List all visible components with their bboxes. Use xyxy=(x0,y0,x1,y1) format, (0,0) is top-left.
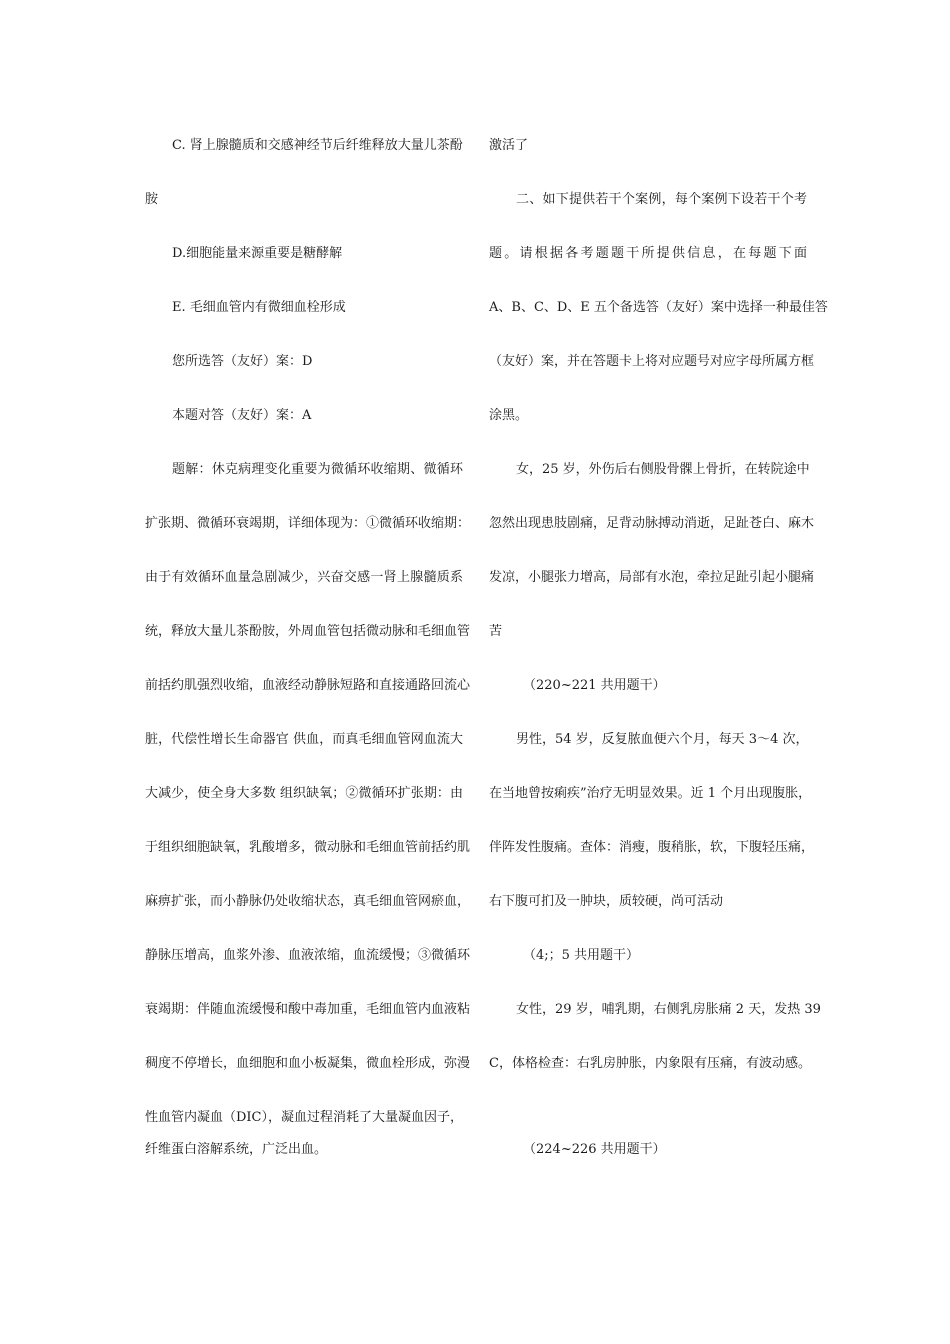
explanation-line: 题解：休克病理变化重要为微循环收缩期、微循环 xyxy=(172,462,463,477)
section-instructions: （友好）案，并在答题卡上将对应题号对应字母所属方框 xyxy=(489,354,815,369)
option-d-line: D.细胞能量来源重要是糖酵解 xyxy=(172,246,343,261)
explanation-line: 前括约肌强烈收缩，血液经动静脉短路和直接通路回流心 xyxy=(145,678,471,693)
explanation-line: 麻痹扩张，而小静脉仍处收缩状态，真毛细血管网瘀血， xyxy=(145,894,471,909)
section-instructions: 涂黑。 xyxy=(489,408,529,423)
explanation-line: 纤维蛋白溶解系统，广泛出血。 xyxy=(145,1142,328,1157)
case-text: 忽然出现患肢剧痛，足背动脉搏动消逝，足趾苍白、麻木 xyxy=(489,516,815,531)
selected-answer: 您所选答（友好）案：D xyxy=(172,354,313,369)
explanation-line: 大减少，使全身大多数 组织缺氧；②微循环扩张期：由 xyxy=(145,786,463,801)
section-instructions: 二、如下提供若干个案例，每个案例下设若干个考 xyxy=(516,192,807,207)
case-text: 女，25 岁，外伤后右侧股骨髁上骨折，在转院途中 xyxy=(516,462,810,477)
case-text: C，体格检查：右乳房肿胀，内象限有压痛，有波动感。 xyxy=(489,1056,811,1071)
case-text: 男性，54 岁，反复脓血便六个月，每天 3～4 次， xyxy=(516,732,809,747)
shared-stem-heading: （224~226 共用题干） xyxy=(523,1142,666,1157)
section-instructions: 题。请根据各考题题干所提供信息，在每题下面 xyxy=(489,246,807,261)
case-text: 女性，29 岁，哺乳期，右侧乳房胀痛 2 天，发热 39 xyxy=(516,1002,821,1017)
case-text: 右下腹可扪及一肿块，质较硬，尚可活动 xyxy=(489,894,724,909)
explanation-line: 静脉压增高，血浆外渗、血液浓缩，血流缓慢；③微循环 xyxy=(145,948,471,963)
shared-stem-heading: （4;；5 共用题干） xyxy=(523,948,640,963)
option-e-line: E. 毛细血管内有微细血栓形成 xyxy=(172,300,346,315)
explanation-line: 脏，代偿性增长生命器官 供血，而真毛细血管网血流大 xyxy=(145,732,463,747)
case-text: 伴阵发性腹痛。查体：消瘦，腹稍胀，软，下腹轻压痛， xyxy=(489,840,815,855)
case-text: 发凉，小腿张力增高，局部有水泡，牵拉足趾引起小腿痛 xyxy=(489,570,815,585)
explanation-line: 扩张期、微循环衰竭期，详细体现为：①微循环收缩期： xyxy=(145,516,471,531)
explanation-line: 衰竭期：伴随血流缓慢和酸中毒加重，毛细血管内血液粘 xyxy=(145,1002,471,1017)
option-c-line: C. 肾上腺髓质和交感神经节后纤维释放大量儿茶酚 xyxy=(172,138,463,153)
continuation-line: 激活了 xyxy=(489,138,529,153)
explanation-line: 稠度不停增长，血细胞和血小板凝集，微血栓形成，弥漫 xyxy=(145,1056,471,1071)
explanation-line: 性血管内凝血（DIC），凝血过程消耗了大量凝血因子， xyxy=(145,1110,464,1125)
case-text: 在当地曾按痢疾”治疗无明显效果。近 1 个月出现腹胀， xyxy=(489,786,812,801)
explanation-line: 由于有效循环血量急剧减少，兴奋交感一肾上腺髓质系 xyxy=(145,570,463,585)
explanation-line: 于组织细胞缺氧，乳酸增多，微动脉和毛细血管前括约肌 xyxy=(145,840,471,855)
correct-answer: 本题对答（友好）案：A xyxy=(172,408,312,423)
shared-stem-heading: （220~221 共用题干） xyxy=(523,678,666,693)
case-text: 苦 xyxy=(489,624,503,639)
option-c-continuation: 胺 xyxy=(145,192,159,207)
section-instructions: A、B、C、D、E 五个备选答（友好）案中选择一种最佳答 xyxy=(489,300,828,315)
explanation-line: 统，释放大量儿茶酚胺，外周血管包括微动脉和毛细血管 xyxy=(145,624,471,639)
